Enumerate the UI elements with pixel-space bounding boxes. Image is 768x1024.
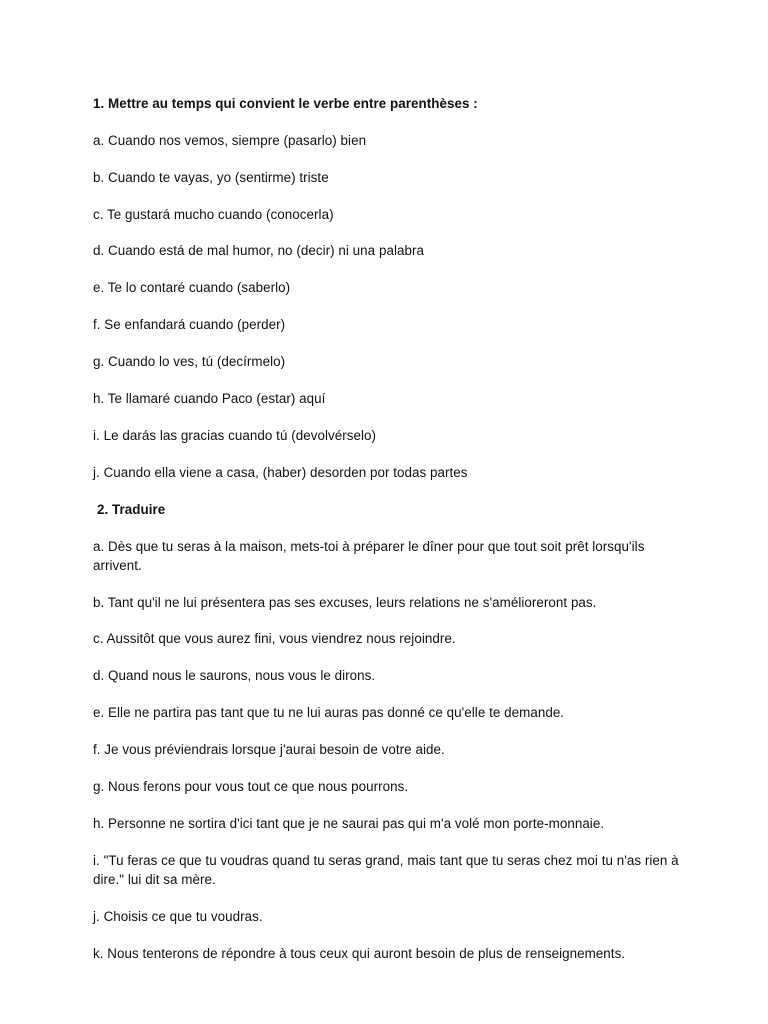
exercise-2-item-i: i. "Tu feras ce que tu voudras quand tu seras grand, mais tant que tu seras chez moi tu n'as rien à dire." lui dit sa mère. xyxy=(93,853,679,887)
exercise-2-item-f: f. Je vous préviendrais lorsque j'aurai besoin de votre aide. xyxy=(93,742,445,757)
exercise-1-item-i: i. Le darás las gracias cuando tú (devolvérselo) xyxy=(93,428,377,443)
exercise-1-item-g: g. Cuando lo ves, tú (decírmelo) xyxy=(93,354,286,369)
exercise-1-item-d: d. Cuando está de mal humor, no (decir) ni una palabra xyxy=(93,243,424,258)
exercise-2-item-a: a. Dès que tu seras à la maison, mets-toi à préparer le dîner pour que tout soit prêt lorsqu'ils arrivent. xyxy=(93,539,645,573)
exercise-2-item-e: e. Elle ne partira pas tant que tu ne lui auras pas donné ce qu'elle te demande. xyxy=(93,705,565,720)
exercise-2-item-h: h. Personne ne sortira d'ici tant que je ne saurai pas qui m'a volé mon porte-monnaie. xyxy=(93,816,605,831)
exercise-2-item-g: g. Nous ferons pour vous tout ce que nous pourrons. xyxy=(93,779,409,794)
section-1-heading: 1. Mettre au temps qui convient le verbe entre parenthèses : xyxy=(93,96,478,111)
exercise-1-item-e: e. Te lo contaré cuando (saberlo) xyxy=(93,280,291,295)
exercise-2-item-d: d. Quand nous le saurons, nous vous le dirons. xyxy=(93,668,376,683)
exercise-1-item-h: h. Te llamaré cuando Paco (estar) aquí xyxy=(93,391,326,406)
exercise-1-item-c: c. Te gustará mucho cuando (conocerla) xyxy=(93,207,334,222)
exercise-1-item-a: a. Cuando nos vemos, siempre (pasarlo) bien xyxy=(93,133,367,148)
exercise-1-item-j: j. Cuando ella viene a casa, (haber) desorden por todas partes xyxy=(93,465,468,480)
section-2-heading: 2. Traduire xyxy=(97,502,166,517)
exercise-2-item-b: b. Tant qu'il ne lui présentera pas ses excuses, leurs relations ne s'amélioreront pas. xyxy=(93,595,597,610)
exercise-1-item-f: f. Se enfandará cuando (perder) xyxy=(93,317,286,332)
exercise-2-item-c: c. Aussitôt que vous aurez fini, vous viendrez nous rejoindre. xyxy=(93,631,456,646)
exercise-2-item-k: k. Nous tenterons de répondre à tous ceux qui auront besoin de plus de renseignements. xyxy=(93,946,626,961)
exercise-1-item-b: b. Cuando te vayas, yo (sentirme) triste xyxy=(93,170,329,185)
exercise-2-item-j: j. Choisis ce que tu voudras. xyxy=(93,909,263,924)
